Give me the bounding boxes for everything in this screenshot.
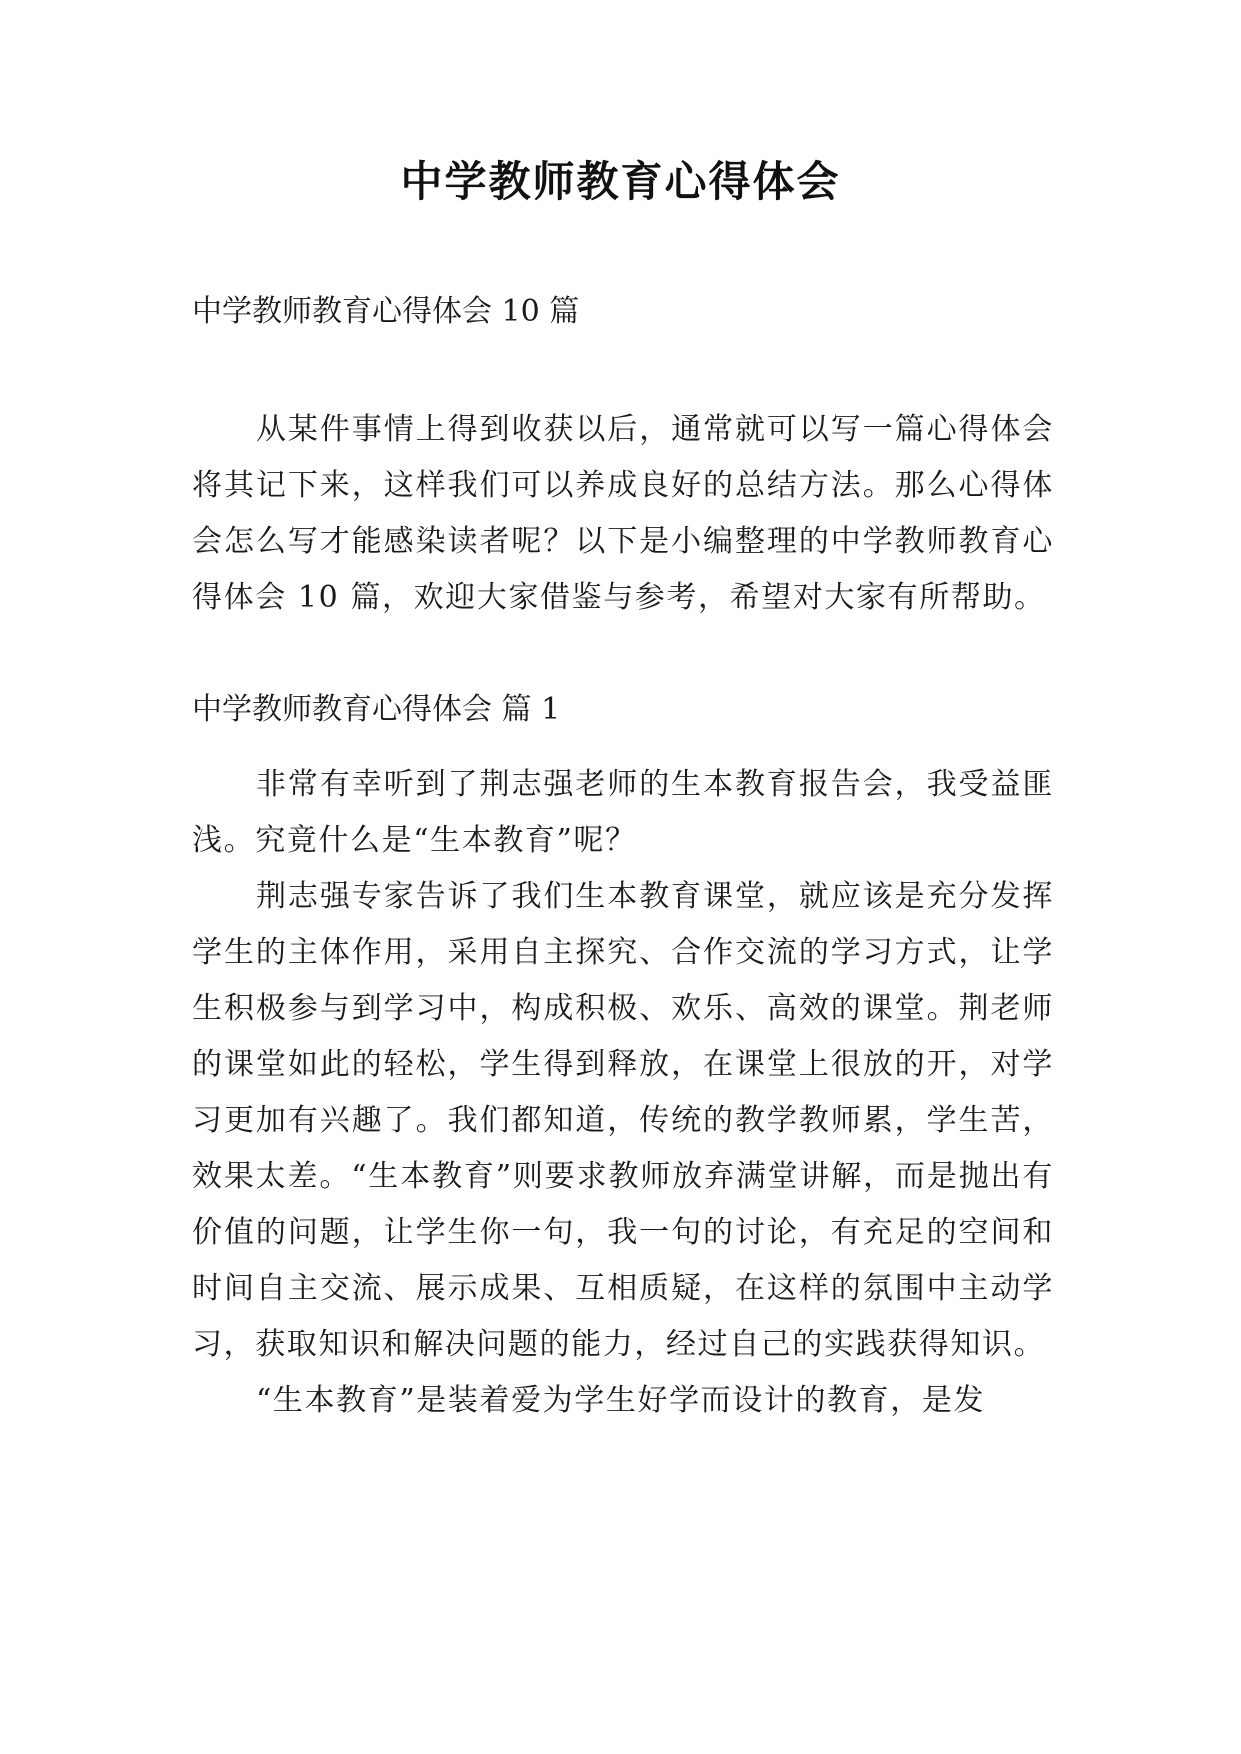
section-heading: 中学教师教育心得体会 篇 1 — [192, 692, 561, 727]
intro-paragraph: 从某件事情上得到收获以后，通常就可以写一篇心得体会将其记下来，这样我们可以养成良好的总结方法。那么心得体会怎么写才能感染读者呢？以下是小编整理的中学教师教育心得体会 10 篇，欢迎大家借鉴与参考，希望对大家有所帮助。 — [192, 412, 1054, 615]
body-paragraph-3: “生本教育”是装着爱为学生好学而设计的教育，是发 — [256, 1383, 986, 1418]
document-title: 中学教师教育心得体会 — [400, 157, 841, 206]
body-paragraph-1: 非常有幸听到了荆志强老师的生本教育报告会，我受益匪浅。究竟什么是“生本教育”呢？ — [192, 767, 1054, 858]
document-subtitle: 中学教师教育心得体会 10 篇 — [192, 294, 580, 329]
intro-section — [192, 402, 1054, 626]
section-1 — [192, 692, 1054, 1429]
body-paragraph-2: 荆志强专家告诉了我们生本教育课堂，就应该是充分发挥学生的主体作用，采用自主探究、合作交流的学习方式，让学生积极参与到学习中，构成积极、欢乐、高效的课堂。荆老师的课堂如此的轻松，学生得到释放，在课堂上很放的开，对学习更加有兴趣了。我们都知道，传统的教学教师累，学生苦，效果太差。“生本教育”则要求教师放弃满堂讲解，而是抛出有价值的问题，让学生你一句，我一句的讨论，有充足的空间和时间自主交流、展示成果、互相质疑，在这样的氛围中主动学习，获取知识和解决问题的能力，经过自己的实践获得知识。 — [192, 879, 1054, 1362]
